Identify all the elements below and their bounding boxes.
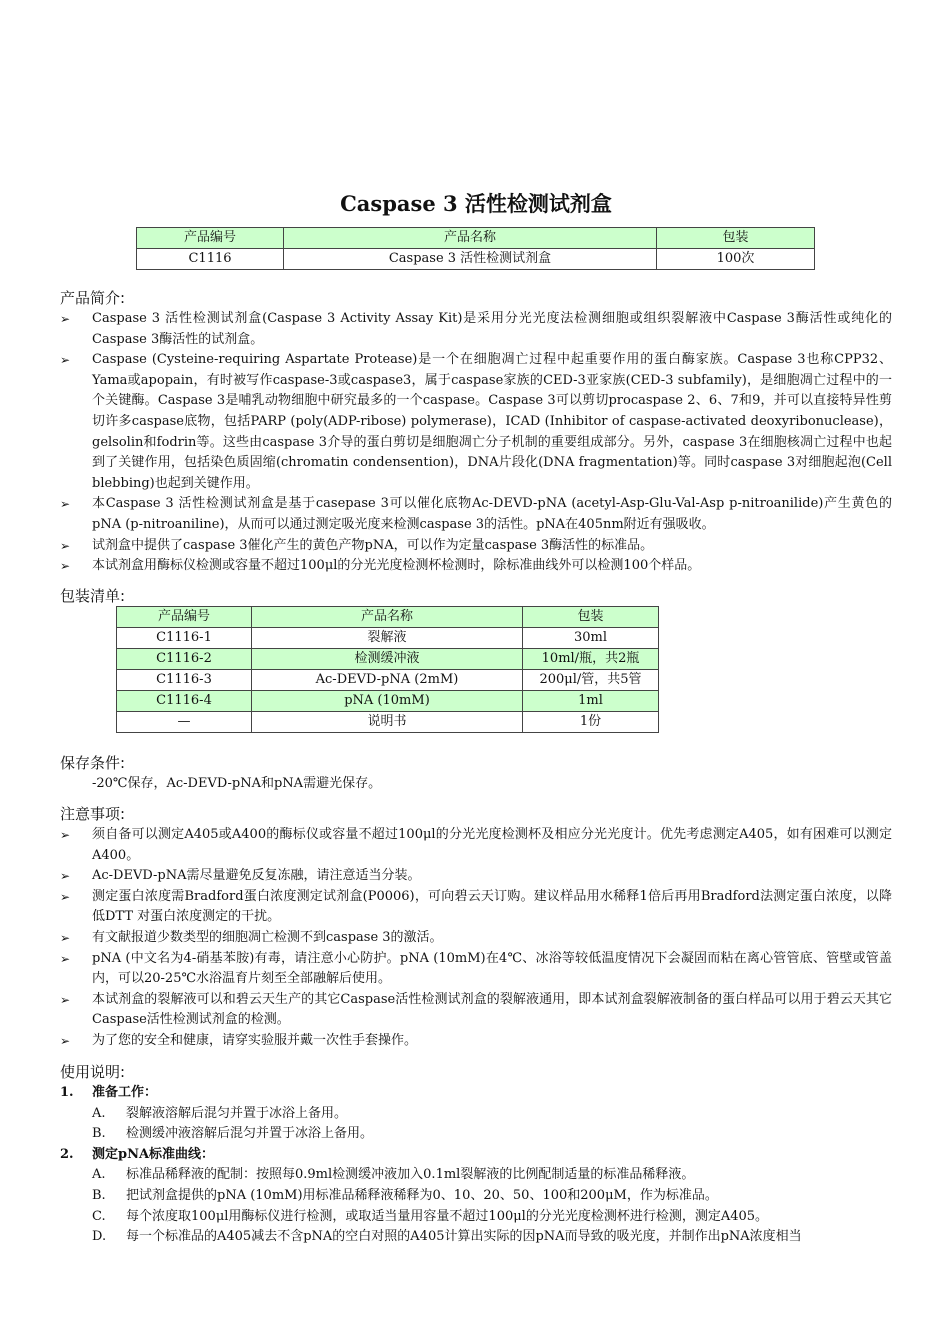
list-item-text: Caspase 3 活性检测试剂盒(Caspase 3 Activity Assay Kit)是采用分光光度法检测细胞或组织裂解液中Caspase 3酶活性或纯化的Caspase 3酶活性的试剂盒。 xyxy=(92,311,892,347)
list-item xyxy=(60,536,892,557)
usage-section xyxy=(60,1083,892,1248)
table-cell: Ac-DEVD-pNA (2mM) xyxy=(252,670,523,691)
bullet-arrow-icon: ➢ xyxy=(60,353,71,368)
list-item xyxy=(60,1104,892,1125)
table-cell: pNA (10mM) xyxy=(252,691,523,712)
header-cell: 产品编号 xyxy=(117,607,252,628)
table-cell: C1116 xyxy=(137,249,284,270)
table-cell: — xyxy=(117,712,252,733)
bullet-arrow-icon: ➢ xyxy=(60,1033,71,1048)
notes-list xyxy=(60,825,892,1052)
storage-heading: 保存条件: xyxy=(60,754,126,772)
table-cell: Caspase 3 活性检测试剂盒 xyxy=(284,249,657,270)
table-cell: 1ml xyxy=(523,691,659,712)
intro-section xyxy=(60,309,892,577)
table-cell: 200μl/管，共5管 xyxy=(523,670,659,691)
list-item-text: 须自备可以测定A405或A400的酶标仪或容量不超过100μl的分光光度检测杯及相应分光光度计。优先考虑测定A405，如有困难可以测定A400。 xyxy=(92,827,892,863)
list-item xyxy=(60,1207,892,1228)
list-item-text: 试剂盒中提供了caspase 3催化产生的黄色产物pNA，可以作为定量caspase 3酶活性的标准品。 xyxy=(92,537,654,553)
list-item xyxy=(60,866,892,887)
list-item-text: 每个浓度取100μl用酶标仪进行检测，或取适当量用容量不超过100μl的分光光度检测杯进行检测，测定A405。 xyxy=(126,1208,769,1224)
step-title: 测定pNA标准曲线： xyxy=(92,1146,215,1162)
bullet-arrow-icon: ➢ xyxy=(60,538,71,553)
table-cell: 30ml xyxy=(523,628,659,649)
item-letter: C. xyxy=(92,1208,106,1224)
table-row xyxy=(117,628,659,649)
notes-heading: 注意事项: xyxy=(60,805,126,823)
list-item xyxy=(60,928,892,949)
table-row xyxy=(117,670,659,691)
list-item-text: Caspase (Cysteine-requiring Aspartate Protease)是一个在细胞凋亡过程中起重要作用的蛋白酶家族。Caspase 3也称CPP32、Yama或apopain，有时被写作caspase-3或caspase3，属于caspase家族的CED-3亚家族(CED-3 subfamily)，是细胞凋亡过程中的一个关键酶。Caspase 3是哺乳动物细胞中研究最多的一个caspase。Caspase 3可以剪切procaspase 2、6、7和9，并可以直接特异性剪切许多caspase底物，包括PARP (poly(ADP-ribose) polymerase)，ICAD (Inhibitor of caspase-activated deoxyribonuclease)，gelsolin和fodrin等。这些由caspase 3介导的蛋白剪切是细胞凋亡分子机制的重要组成部分。另外，caspase 3在细胞核凋亡过程中也起到了关键作用，包括染色质固缩(chromatin condensention)，DNA片段化(DNA fragmentation)等。同时caspase 3对细胞起泡(Cell blebbing)也起到关键作用。 xyxy=(92,352,892,491)
table-cell: 检测缓冲液 xyxy=(252,649,523,670)
document-title: Caspase 3 活性检测试剂盒 xyxy=(340,191,612,216)
table-cell: C1116-3 xyxy=(117,670,252,691)
bullet-arrow-icon: ➢ xyxy=(60,869,71,884)
list-item-text: 把试剂盒提供的pNA (10mM)用标准品稀释液稀释为0、10、20、50、100和200μM，作为标准品。 xyxy=(126,1187,718,1203)
list-item-text: 标准品稀释液的配制：按照每0.9ml检测缓冲液加入0.1ml裂解液的比例配制适量的标准品稀释液。 xyxy=(126,1167,695,1183)
table-row xyxy=(137,249,815,270)
header-cell: 产品名称 xyxy=(284,228,657,249)
step-number: 2. xyxy=(60,1146,74,1162)
list-item xyxy=(60,1124,892,1145)
list-item xyxy=(60,1227,892,1248)
bullet-arrow-icon: ➢ xyxy=(60,497,71,512)
packing-table xyxy=(116,606,659,733)
item-letter: A. xyxy=(92,1105,106,1121)
list-item-text: 裂解液溶解后混匀并置于冰浴上备用。 xyxy=(126,1105,348,1121)
table-cell: 100次 xyxy=(657,249,815,270)
header-cell: 产品名称 xyxy=(252,607,523,628)
list-item xyxy=(60,494,892,535)
step-list xyxy=(60,1104,892,1145)
list-item-text: 测定蛋白浓度需Bradford蛋白浓度测定试剂盒(P0006)，可向碧云天订购。建议样品用水稀释1倍后再用Bradford法测定蛋白浓度，以降低DTT 对蛋白浓度测定的干扰。 xyxy=(92,888,892,925)
bullet-arrow-icon: ➢ xyxy=(60,828,71,842)
list-item xyxy=(60,556,892,577)
item-letter: D. xyxy=(92,1229,107,1245)
table-cell: 10ml/瓶，共2瓶 xyxy=(523,649,659,670)
list-item-text: 本Caspase 3 活性检测试剂盒是基于casepase 3可以催化底物Ac-DEVD-pNA (acetyl-Asp-Glu-Val-Asp p-nitroanilide)产生黄色的pNA (p-nitroaniline)，从而可以通过测定吸光度来检测caspase 3的活性。pNA在405nm附近有强吸收。 xyxy=(92,496,892,532)
list-item xyxy=(60,825,892,866)
list-item xyxy=(60,949,892,990)
list-item xyxy=(60,1186,892,1207)
table-header-row xyxy=(137,228,815,249)
item-letter: A. xyxy=(92,1167,106,1183)
storage-text: -20℃保存，Ac-DEVD-pNA和pNA需避光保存。 xyxy=(92,776,382,791)
table-row xyxy=(117,691,659,712)
intro-heading: 产品简介: xyxy=(60,289,126,307)
header-cell: 产品编号 xyxy=(137,228,284,249)
list-item xyxy=(60,887,892,928)
item-letter: B. xyxy=(92,1126,106,1142)
packing-heading: 包装清单: xyxy=(60,587,126,605)
product-table xyxy=(136,227,815,270)
bullet-arrow-icon: ➢ xyxy=(60,889,71,904)
list-item-text: 为了您的安全和健康，请穿实验服并戴一次性手套操作。 xyxy=(92,1032,418,1048)
usage-heading: 使用说明: xyxy=(60,1063,126,1081)
list-item xyxy=(60,990,892,1031)
storage-section xyxy=(60,774,892,795)
bullet-arrow-icon: ➢ xyxy=(60,312,71,326)
bullet-arrow-icon: ➢ xyxy=(60,930,71,945)
list-item xyxy=(60,350,892,494)
step-title: 准备工作： xyxy=(92,1085,158,1100)
table-cell: 说明书 xyxy=(252,712,523,733)
table-cell: C1116-2 xyxy=(117,649,252,670)
notes-section xyxy=(60,825,892,1052)
list-item xyxy=(60,1031,892,1052)
bullet-arrow-icon: ➢ xyxy=(60,559,71,574)
table-header-row xyxy=(117,607,659,628)
table-row xyxy=(117,712,659,733)
step-number: 1. xyxy=(60,1085,74,1100)
list-item-text: 本试剂盒用酶标仪检测或容量不超过100μl的分光光度检测杯检测时，除标准曲线外可以检测100个样品。 xyxy=(92,558,701,574)
bullet-arrow-icon: ➢ xyxy=(60,992,71,1007)
intro-list xyxy=(60,309,892,577)
item-letter: B. xyxy=(92,1187,106,1203)
step-heading xyxy=(60,1083,892,1104)
list-item xyxy=(60,1165,892,1186)
table-cell: 裂解液 xyxy=(252,628,523,649)
step-heading xyxy=(60,1145,892,1166)
table-cell: C1116-4 xyxy=(117,691,252,712)
list-item-text: 检测缓冲液溶解后混匀并置于冰浴上备用。 xyxy=(126,1126,374,1142)
list-item-text: 有文献报道少数类型的细胞凋亡检测不到caspase 3的激活。 xyxy=(92,929,443,945)
list-item-text: Ac-DEVD-pNA需尽量避免反复冻融，请注意适当分装。 xyxy=(92,868,421,884)
list-item xyxy=(60,309,892,350)
list-item-text: pNA (中文名为4-硝基苯胺)有毒，请注意小心防护。pNA (10mM)在4℃、冰浴等较低温度情况下会凝固而粘在离心管管底、管壁或管盖内，可以20-25℃水浴温育片刻至全部融解后使用。 xyxy=(92,950,892,987)
list-item-text: 本试剂盒的裂解液可以和碧云天生产的其它Caspase活性检测试剂盒的裂解液通用，即本试剂盒裂解液制备的蛋白样品可以用于碧云天其它Caspase活性检测试剂盒的检测。 xyxy=(92,991,892,1028)
step-list xyxy=(60,1165,892,1247)
bullet-arrow-icon: ➢ xyxy=(60,951,71,966)
table-cell: C1116-1 xyxy=(117,628,252,649)
header-cell: 包装 xyxy=(657,228,815,249)
header-cell: 包装 xyxy=(523,607,659,628)
table-cell: 1份 xyxy=(523,712,659,733)
table-row xyxy=(117,649,659,670)
list-item-text: 每一个标准品的A405减去不含pNA的空白对照的A405计算出实际的因pNA而导致的吸光度，并制作出pNA浓度相当 xyxy=(126,1229,802,1245)
